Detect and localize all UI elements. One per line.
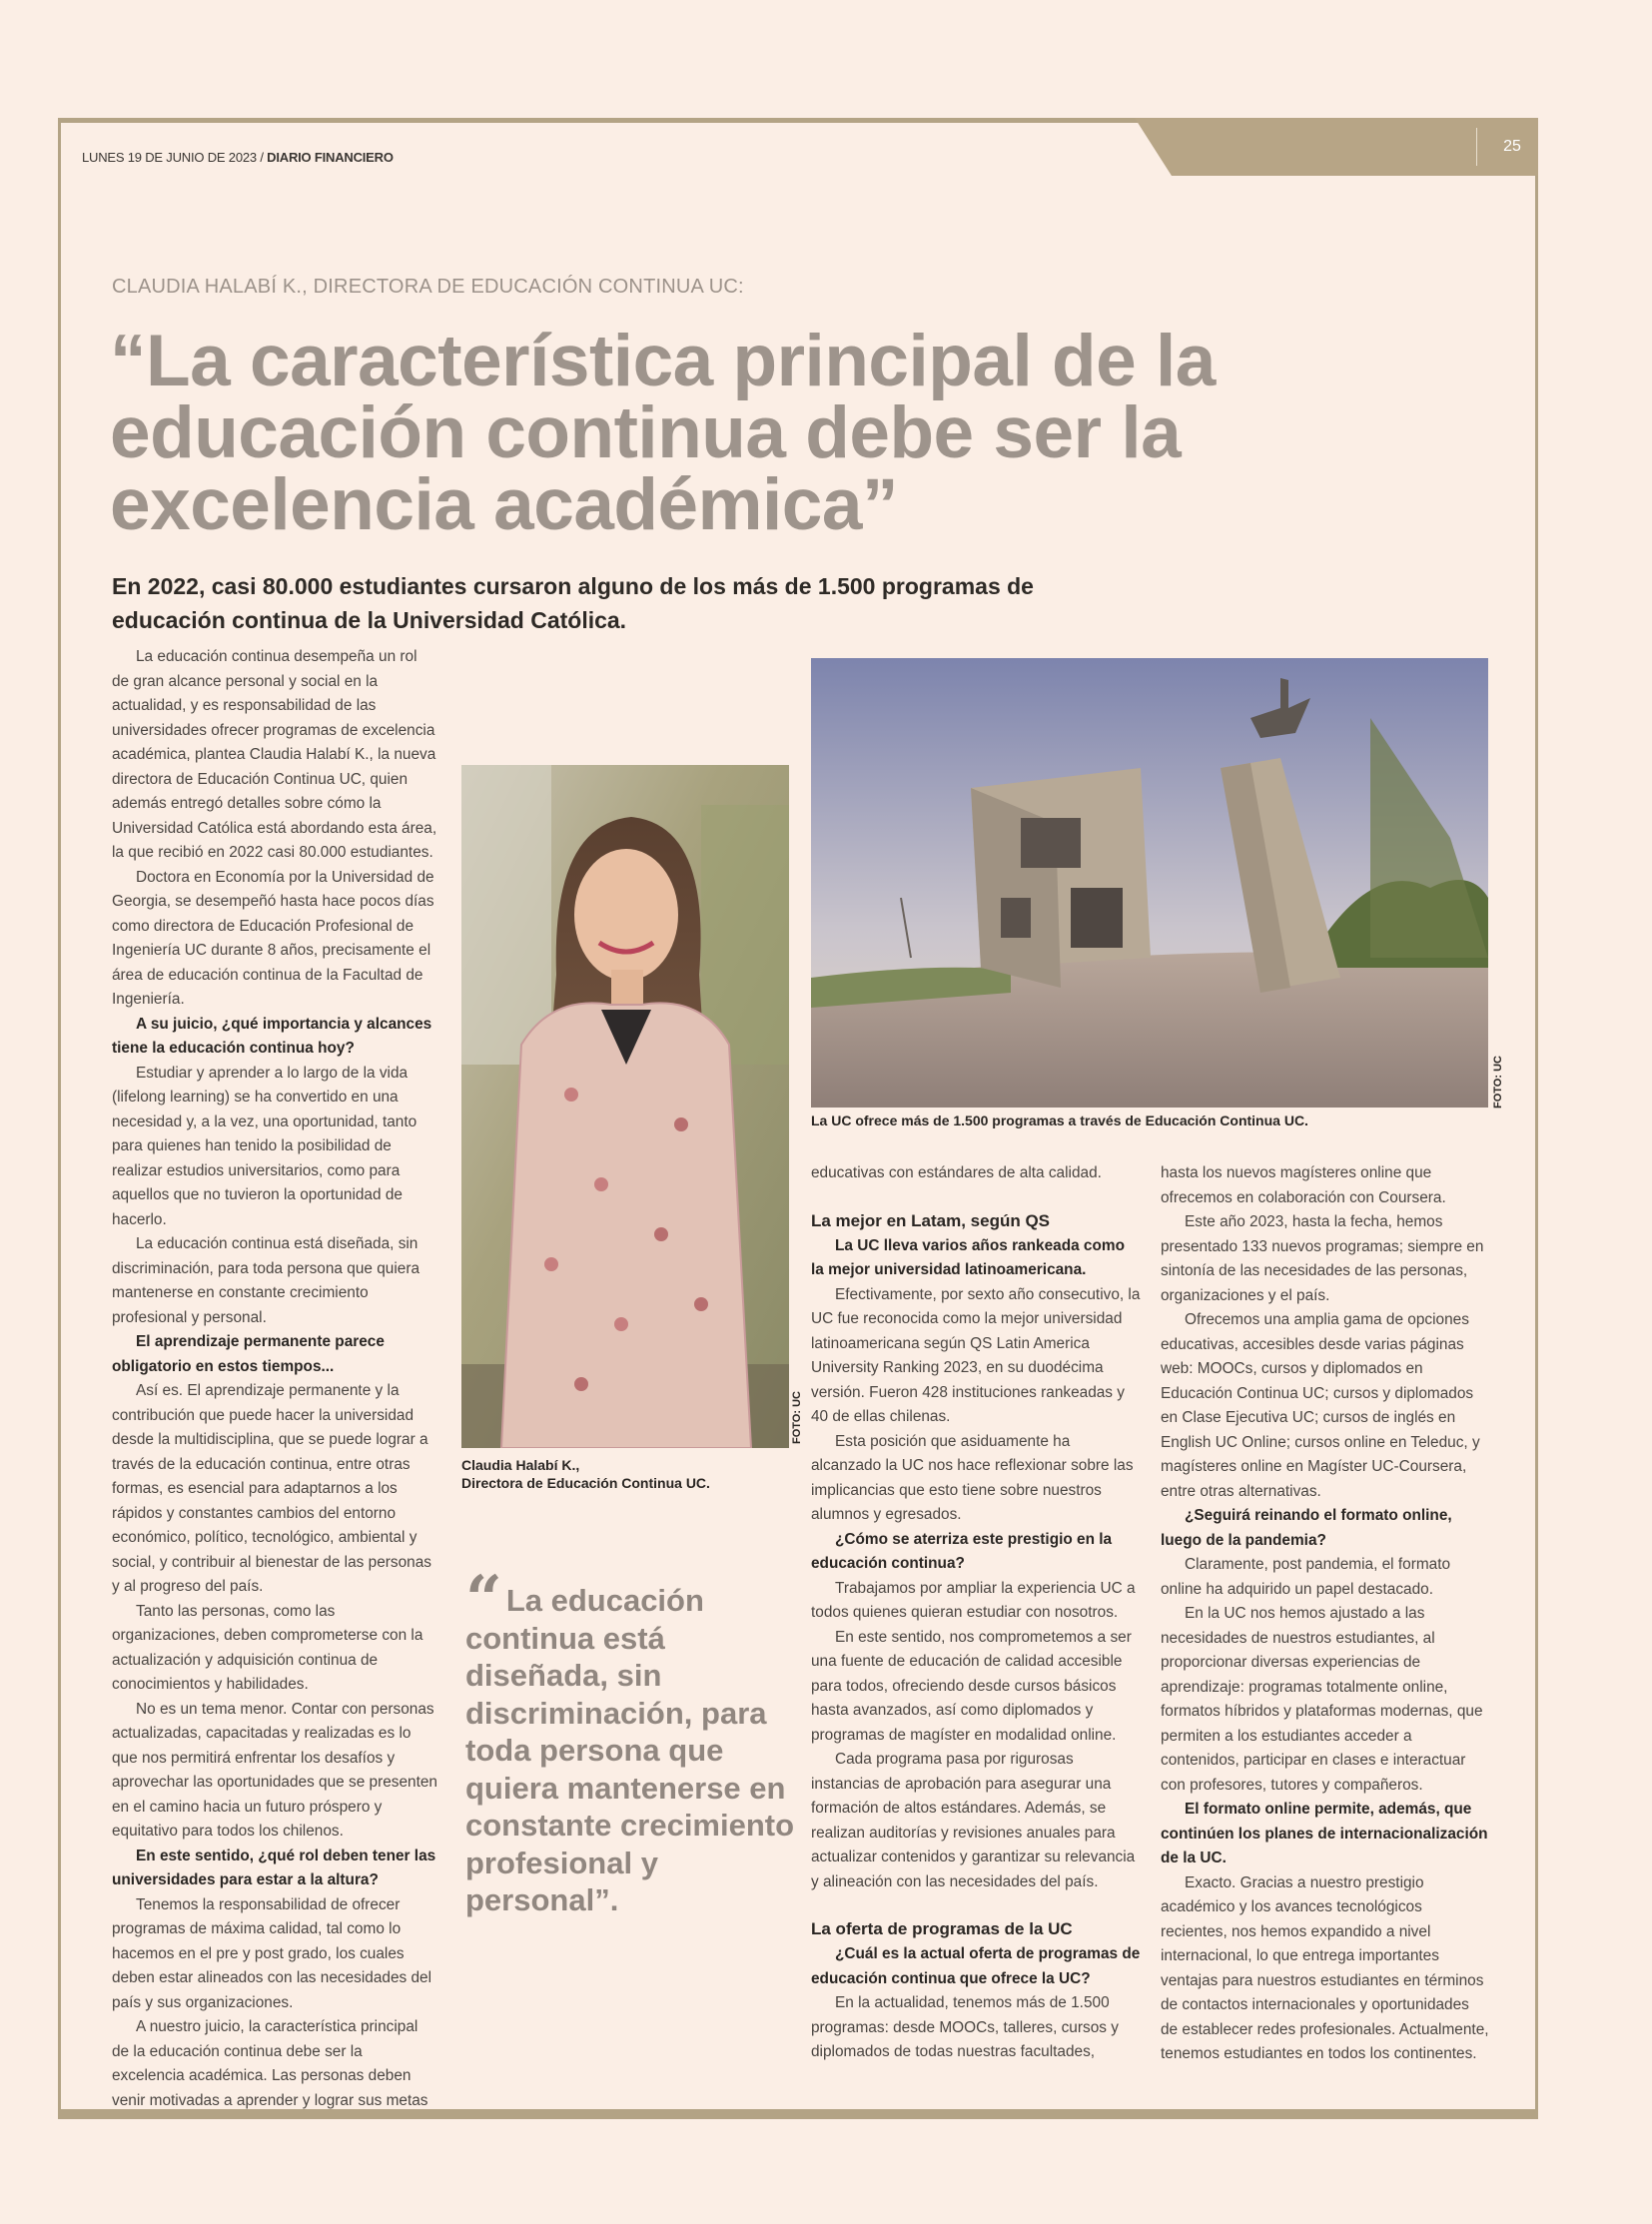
article-kicker: CLAUDIA HALABÍ K., DIRECTORA DE EDUCACIÓN CONTINUA UC: bbox=[112, 276, 744, 298]
col3-paragraph-1: Efectivamente, por sexto año consecutivo, la UC fue reconocida como la mejor universidad latinoamericana según QS Latin America University Ranking 2023, en su duodécima versión. Fueron 428 instituciones rankeadas y 40 de ellas chilenas. bbox=[811, 1285, 1141, 1425]
col1-paragraph: La educación continua desempeña un rol de gran alcance personal y social en la actualidad, y es responsabilidad de las universidades ofrecer programas de excelencia académica, plantea Claudia Halabí K., la nueva directora de Educación Continua UC, quien además entregó detalles sobre cómo la Universidad Católica está abordando esta área, la que recibió en 2022 casi 80.000 estudiantes. bbox=[112, 648, 437, 861]
campus-credit: FOTO: UC bbox=[1492, 1056, 1504, 1109]
campus-caption: La UC ofrece más de 1.500 programas a través de Educación Continua UC. bbox=[811, 1112, 1308, 1128]
col1-question: A su juicio, ¿qué importancia y alcances tiene la educación continua hoy? bbox=[112, 1015, 432, 1057]
subhead-oferta: La oferta de programas de la UC bbox=[811, 1919, 1073, 1938]
quote-mark-icon: “ bbox=[465, 1562, 502, 1637]
col3-paragraph-6: En la actualidad, tenemos más de 1.500 programas: desde MOOCs, talleres, cursos y diplomados de todas nuestras facultades, bbox=[811, 1994, 1119, 2060]
col3-spacer-2 bbox=[811, 1894, 1141, 1916]
col1-question: En este sentido, ¿qué rol deben tener las universidades para estar a la altura? bbox=[112, 1847, 436, 1888]
col4-question: El formato online permite, además, que continúen los planes de internacionalización de la UC. bbox=[1161, 1801, 1488, 1866]
col3-lead: educativas con estándares de alta calidad. bbox=[811, 1164, 1102, 1181]
col3-spacer-1 bbox=[811, 1186, 1141, 1208]
page-number-divider bbox=[1476, 128, 1477, 166]
col3-question-2: ¿Cómo se aterriza este prestigio en la educación continua? bbox=[811, 1530, 1113, 1572]
pull-quote bbox=[465, 1562, 795, 1919]
issue-date: LUNES 19 DE JUNIO DE 2023 bbox=[82, 150, 257, 165]
col1-paragraph: Estudiar y aprender a lo largo de la vida (lifelong learning) se ha convertido en una necesidad y, a la vez, una oportunidad, tanto para quienes han tenido la posibilidad de realizar estudios universitarios, como para aquellos que no tuvieron la oportunidad de hacerlo. bbox=[112, 1064, 417, 1228]
page-number: 25 bbox=[1503, 138, 1521, 155]
col1-paragraph: Doctora en Economía por la Universidad de Georgia, se desempeñó hasta hace pocos días como directora de Educación Profesional de Ingeniería UC durante 8 años, precisamente el área de educación continua de la Facultad de Ingeniería. bbox=[112, 868, 434, 1008]
col4-paragraph: En la UC nos hemos ajustado a las necesidades de nuestros estudiantes, al proporcionar diversas experiencias de aprendizaje: programas totalmente online, formatos híbridos y plataformas modernas, que permiten a los estudiantes acceder a contenidos, participar en clases e interactuar con profesores, tutores y compañeros. bbox=[1161, 1605, 1483, 1794]
portrait-photo bbox=[461, 765, 789, 1448]
col4-question: ¿Seguirá reinando el formato online, luego de la pandemia? bbox=[1161, 1507, 1452, 1549]
subhead-latam: La mejor en Latam, según QS bbox=[811, 1210, 1051, 1230]
article-deck: En 2022, casi 80.000 estudiantes cursaron alguno de los más de 1.500 programas de educación continua de la Universidad Católica. bbox=[112, 573, 1034, 633]
article-column-3 bbox=[811, 1161, 1141, 2065]
header-tab bbox=[1135, 118, 1538, 176]
portrait-caption-name: Claudia Halabí K., bbox=[461, 1457, 580, 1473]
col4-paragraph: Este año 2023, hasta la fecha, hemos presentado 133 nuevos programas; siempre en sintonía de las necesidades de las personas, organizaciones y el país. bbox=[1161, 1213, 1484, 1304]
col1-paragraph: Tenemos la responsabilidad de ofrecer programas de máxima calidad, tal como lo hacemos en el pre y post grado, los cuales deben estar alineados con las necesidades del país y sus organizaciones. bbox=[112, 1895, 432, 2011]
col3-paragraph-3: Trabajamos por ampliar la experiencia UC a todos quienes quieran estudiar con nosotros. bbox=[811, 1579, 1136, 1621]
portrait-caption-title: Directora de Educación Continua UC. bbox=[461, 1475, 710, 1491]
col4-paragraph: Claramente, post pandemia, el formato online ha adquirido un papel destacado. bbox=[1161, 1556, 1451, 1598]
article-column-4 bbox=[1161, 1161, 1490, 2067]
article-headline: “La característica principal de la educación continua debe ser la excelencia académica” bbox=[110, 321, 1216, 545]
col3-paragraph-4: En este sentido, nos comprometemos a ser una fuente de educación de calidad accesible para todos, ofreciendo desde cursos básicos hasta avanzados, así como diplomados y programas de magíster en modalidad online. bbox=[811, 1628, 1132, 1744]
col1-paragraph: Tanto las personas, como las organizaciones, deben comprometerse con la actualización y adquisición continua de conocimientos y habilidades. bbox=[112, 1602, 423, 1693]
dateline bbox=[82, 150, 394, 165]
col3-paragraph-5: Cada programa pasa por rigurosas instancias de aprobación para asegurar una formación de altos estándares. Además, se realizan auditorías y revisiones anuales para actualizar contenidos y garantizar su relevancia y alineación con las necesidades del país. bbox=[811, 1751, 1136, 1890]
col1-question: El aprendizaje permanente parece obligatorio en estos tiempos... bbox=[112, 1333, 385, 1375]
campus-photo bbox=[811, 658, 1488, 1108]
col3-question-1: La UC lleva varios años rankeada como la mejor universidad latinoamericana. bbox=[811, 1236, 1125, 1278]
portrait-caption bbox=[461, 1456, 791, 1492]
col1-paragraph: No es un tema menor. Contar con personas actualizadas, capacitadas y realizadas es lo que nos permitirá enfrentar los desafíos y aprovechar las oportunidades que se presenten en el camino hacia un futuro próspero y equitativo para todos los chilenos. bbox=[112, 1700, 437, 1840]
col1-paragraph: La educación continua está diseñada, sin discriminación, para toda persona que quiera mantenerse en constante crecimiento profesional y personal. bbox=[112, 1235, 420, 1326]
col3-paragraph-2: Esta posición que asiduamente ha alcanzado la UC nos hace reflexionar sobre las implicancias que esto tiene sobre nuestros alumnos y egresados. bbox=[811, 1432, 1134, 1523]
article-column-1 bbox=[112, 645, 437, 2113]
col4-paragraph: Ofrecemos una amplia gama de opciones educativas, accesibles desde varias páginas web: MOOCs, cursos y diplomados en Educación Continua UC; cursos y diplomados en Clase Ejecutiva UC; cursos de inglés en English UC Online; cursos online en Teleduc, y magísteres online en Magíster UC-Coursera, entre otras alternativas. bbox=[1161, 1311, 1480, 1500]
publication-name: DIARIO FINANCIERO bbox=[267, 150, 394, 165]
portrait-credit: FOTO: UC bbox=[791, 1391, 803, 1444]
dateline-separator: / bbox=[256, 150, 268, 165]
pull-quote-text: La educación continua está diseñada, sin discriminación, para toda persona que quiera mantenerse en constante crecimiento profesional y personal”. bbox=[465, 1583, 795, 1917]
col1-paragraph: Así es. El aprendizaje permanente y la contribución que puede hacer la universidad desde la multidisciplina, que se puede lograr a través de la educación continua, entre otras formas, es esencial para adaptarnos a los rápidos y constantes cambios del entorno económico, político, tecnológico, ambiental y social, y contribuir al bienestar de las personas y al progreso del país. bbox=[112, 1382, 431, 1595]
col4-paragraph: Exacto. Gracias a nuestro prestigio académico y los avances tecnológicos recientes, nos hemos expandido a nivel internacional, lo que entrega importantes ventajas para nuestros estudiantes en términos de contactos internacionales y oportunidades de establecer redes profesionales. Actualmente, tenemos estudiantes en todos los continentes. bbox=[1161, 1873, 1489, 2062]
col1-paragraph: A nuestro juicio, la característica principal de la educación continua debe ser la excelencia académica. Las personas deben venir motivadas a aprender y lograr sus metas bbox=[112, 2018, 428, 2109]
col3-question-3: ¿Cuál es la actual oferta de programas de educación continua que ofrece la UC? bbox=[811, 1945, 1141, 1987]
col4-paragraph: hasta los nuevos magísteres online que ofrecemos en colaboración con Coursera. bbox=[1161, 1164, 1446, 1206]
